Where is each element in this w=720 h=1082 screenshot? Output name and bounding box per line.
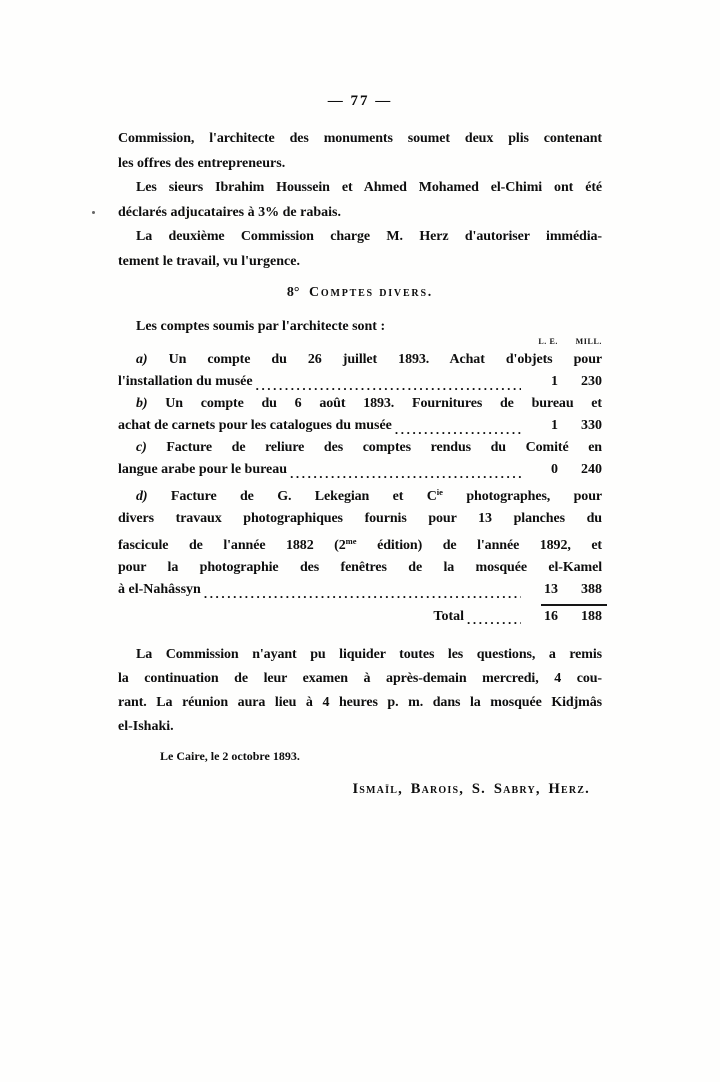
dot-leader xyxy=(204,589,521,598)
account-items xyxy=(118,349,602,601)
paragraph-line: la continuation de leur examen à après-demain mercredi, 4 cou- xyxy=(118,671,602,686)
dot-leader xyxy=(467,615,521,624)
superscript: ie xyxy=(436,487,443,497)
total-amount-le: 16 xyxy=(544,609,558,624)
account-item-b-line xyxy=(118,393,602,415)
account-item-a-amount-line xyxy=(118,371,602,393)
item-text: langue arabe pour le bureau xyxy=(118,462,288,477)
body-paragraphs xyxy=(118,127,602,274)
amount-le: 0 xyxy=(551,462,558,477)
paragraph-line: les offres des entrepreneurs. xyxy=(118,155,286,171)
paragraph-line: Les sieurs Ibrahim Houssein et Ahmed Mohamed el-Chimi ont été xyxy=(136,180,602,195)
account-item-b-amount-line xyxy=(118,415,602,437)
item-text: édition) de l'année 1892, et xyxy=(377,538,602,553)
item-label: c) xyxy=(136,440,147,455)
page-content xyxy=(118,0,602,798)
amount-column-headers xyxy=(118,335,602,349)
closing-paragraph xyxy=(118,643,602,739)
page-number: — 77 — xyxy=(327,93,393,109)
item-text: à el-Nahâssyn xyxy=(118,582,201,597)
item-text: Facture de G. Lekegian et C xyxy=(170,489,437,504)
amount-le: 13 xyxy=(544,582,558,597)
amount-mill: 388 xyxy=(581,582,602,597)
account-item-d-line: divers travaux photographiques fournis pour 13 planches du xyxy=(118,511,602,526)
account-item-d-line xyxy=(118,530,602,557)
total-label: Total xyxy=(433,609,464,624)
paragraph-line: el-Ishaki. xyxy=(118,719,174,734)
item-label: a) xyxy=(136,352,148,367)
account-item-c-line xyxy=(118,437,602,459)
dot-leader xyxy=(256,381,521,390)
account-item-d-amount-line xyxy=(118,579,602,601)
accounts-intro: Les comptes soumis par l'architecte sont : xyxy=(136,319,386,334)
amount-le: 1 xyxy=(551,418,558,433)
item-text: Un compte du 6 août 1893. Fournitures de bureau et xyxy=(165,396,602,411)
account-item-d-line xyxy=(118,481,602,508)
item-text: fascicule de l'année 1882 (2 xyxy=(118,538,346,553)
amount-mill: 230 xyxy=(581,374,602,389)
item-text: l'installation du musée xyxy=(118,374,253,389)
account-item-c-amount-line xyxy=(118,459,602,481)
amount-le: 1 xyxy=(551,374,558,389)
total-spacer xyxy=(118,607,433,627)
paragraph-line: La Commission n'ayant pu liquider toutes les questions, a remis xyxy=(136,647,602,662)
item-text: achat de carnets pour les catalogues du musée xyxy=(118,418,392,433)
account-item-a-line xyxy=(118,349,602,371)
paragraph-line: déclarés adjucataires à 3% de rabais. xyxy=(118,204,341,220)
ink-speck xyxy=(92,211,95,214)
signatures: Ismaïl, Barois, S. Sabry, Herz. xyxy=(352,781,590,797)
total-rule xyxy=(541,604,607,606)
superscript: me xyxy=(345,536,357,546)
column-header-currency: L. E. xyxy=(538,337,558,346)
section-number: 8° xyxy=(286,285,300,300)
item-text: Facture de reliure des comptes rendus du Comité en xyxy=(166,440,602,455)
paragraph-line: Commission, l'architecte des monuments soumet deux plis contenant xyxy=(118,131,602,146)
paragraph-line: rant. La réunion aura lieu à 4 heures p. m. dans la mosquée Kidjmâs xyxy=(118,695,602,710)
dot-leader xyxy=(395,425,521,434)
item-text: photographes, pour xyxy=(466,489,603,504)
paragraph-line: tement le travail, vu l'urgence. xyxy=(118,253,300,269)
amount-mill: 240 xyxy=(581,462,602,477)
column-header-mills: MILL. xyxy=(575,337,602,346)
amount-mill: 330 xyxy=(581,418,602,433)
paragraph-line: La deuxième Commission charge M. Herz d'autoriser immédia- xyxy=(136,229,602,244)
section-heading xyxy=(118,285,602,305)
item-text: Un compte du 26 juillet 1893. Achat d'objets pour xyxy=(168,352,602,367)
total-amount-mill: 188 xyxy=(581,609,602,624)
dateline: Le Caire, le 2 octobre 1893. xyxy=(160,749,300,763)
dot-leader xyxy=(290,469,521,478)
item-label: d) xyxy=(136,489,148,504)
total-row xyxy=(118,607,602,627)
section-title: Comptes divers. xyxy=(308,285,434,300)
account-item-d-line: pour la photographie des fenêtres de la mosquée el-Kamel xyxy=(118,560,602,575)
item-label: b) xyxy=(136,396,148,411)
